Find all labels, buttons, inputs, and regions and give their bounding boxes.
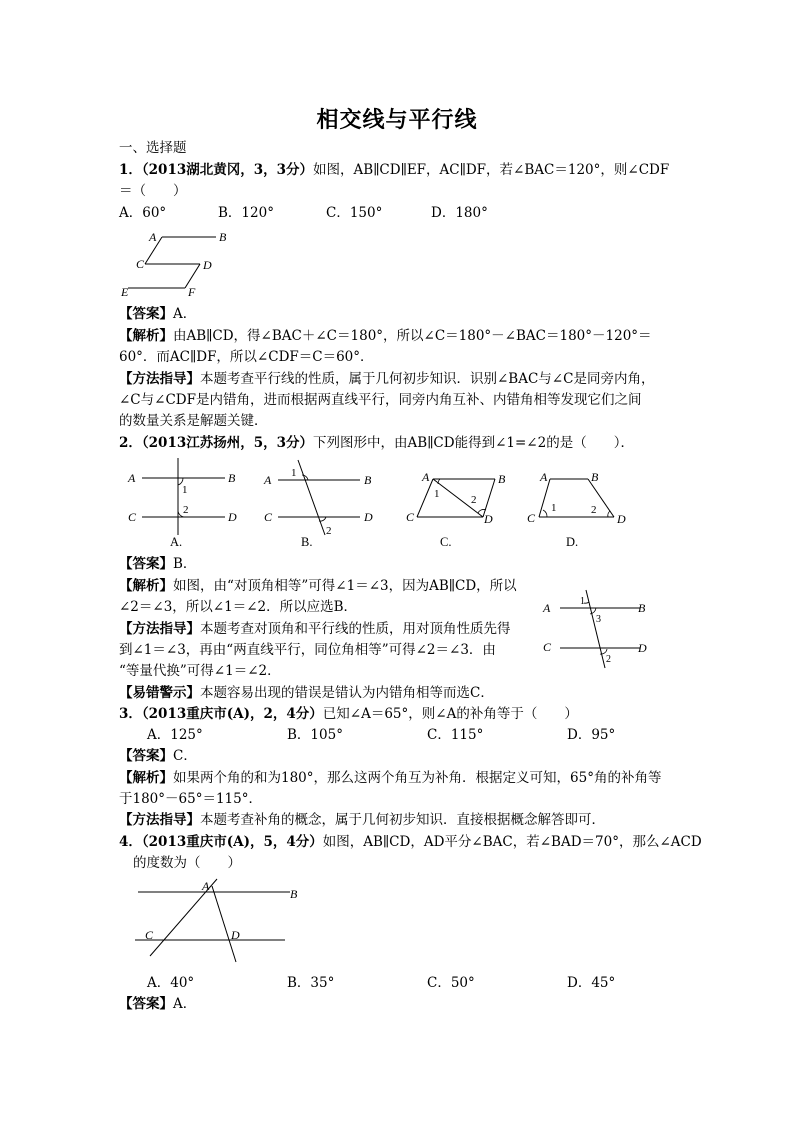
svg-text:C: C <box>264 510 273 524</box>
q2-analysis-cont: ∠2＝∠3，所以∠1＝∠2．所以应选B． <box>119 599 358 615</box>
q2-analysis: 【解析】如图，由“对顶角相等”可得∠1＝∠3，因为AB∥CD，所以 <box>119 578 517 594</box>
svg-text:A: A <box>540 470 548 484</box>
q1-answer: 【答案】A． <box>119 306 197 322</box>
page-title: 相交线与平行线 <box>316 107 478 133</box>
q1-analysis: 【解析】由AB∥CD，得∠BAC＋∠C＝180°，所以∠C＝180°－∠BAC＝180°－120°＝ <box>119 328 652 344</box>
q2-caption-b: B. <box>301 535 313 549</box>
svg-text:3: 3 <box>596 614 601 625</box>
question-1-stem: 1．（2013湖北黄冈，3，3分）如图，AB∥CD∥EF，AC∥DF，若∠BAC＝120°，则∠CDF <box>119 162 670 178</box>
svg-text:2: 2 <box>591 504 597 516</box>
label-a: A <box>149 230 157 244</box>
svg-text:1: 1 <box>580 596 585 607</box>
q2-warning: 【易错警示】本题容易出现的错误是错认为内错角相等而选C． <box>119 685 494 701</box>
q1-method-cont-1: ∠C与∠CDF是内错角，进而根据两直线平行，同旁内角互补、内错角相等发现它们之间 <box>119 392 642 408</box>
q2-side-figure <box>540 588 680 670</box>
q1-option-c: C．150° <box>326 205 383 221</box>
svg-text:B: B <box>591 470 599 484</box>
svg-text:B: B <box>228 471 236 485</box>
question-2-stem: 2．（2013江苏扬州，5，3分）下列图形中，由AB∥CD能得到∠1=∠2的是（ ）． <box>119 435 634 451</box>
q1-option-a: A．60° <box>119 205 167 221</box>
question-1-stem-cont: ＝（ ） <box>119 183 187 199</box>
q2-answer: 【答案】B． <box>119 556 197 572</box>
q3-method: 【方法指导】本题考查补角的概念，属于几何初步知识．直接根据概念解答即可． <box>119 812 605 828</box>
svg-text:A: A <box>422 470 430 484</box>
q1-option-b: B．120° <box>218 205 274 221</box>
q4-option-d: D．45° <box>567 975 616 991</box>
label-f: F <box>188 285 196 299</box>
q2-method: 【方法指导】本题考查对顶角和平行线的性质，用对顶角性质先得 <box>119 621 511 637</box>
svg-text:A: A <box>264 473 272 487</box>
q3-option-d: D．95° <box>567 727 616 743</box>
svg-text:C: C <box>145 928 154 942</box>
q3-option-c: C．115° <box>427 727 484 743</box>
q3-option-a: A．125° <box>147 727 203 743</box>
q4-option-a: A．40° <box>147 975 195 991</box>
svg-text:D: D <box>231 928 240 942</box>
q4-option-c: C．50° <box>427 975 475 991</box>
svg-text:A: A <box>128 471 136 485</box>
svg-text:2: 2 <box>183 504 189 516</box>
question-4-stem: 4．（2013重庆市(A)，5，4分）如图，AB∥CD，AD平分∠BAC，若∠BAD＝70°，那么∠ACD <box>119 834 702 850</box>
svg-text:D: D <box>228 510 237 524</box>
svg-text:1: 1 <box>434 488 440 500</box>
svg-text:A: A <box>202 879 210 893</box>
q4-figure <box>130 876 310 966</box>
svg-text:A: A <box>543 601 551 615</box>
q3-analysis: 【解析】如果两个角的和为180°，那么这两个角互为补角．根据定义可知，65°角的补角等 <box>119 770 662 786</box>
question-4-stem-cont: 的度数为（ ） <box>133 855 241 871</box>
svg-text:B: B <box>290 887 298 901</box>
q2-caption-c: C. <box>440 535 452 549</box>
q4-option-b: B．35° <box>287 975 335 991</box>
label-c: C <box>136 257 145 271</box>
q1-analysis-cont: 60°．而AC∥DF，所以∠CDF＝C＝60°． <box>119 349 374 365</box>
svg-text:D: D <box>364 510 373 524</box>
q2-caption-d: D. <box>566 535 579 549</box>
svg-text:D: D <box>617 512 626 526</box>
q4-answer: 【答案】A． <box>119 996 197 1012</box>
q2-method-cont-1: 到∠1＝∠3，再由“两直线平行，同位角相等”可得∠2＝∠3．由 <box>119 642 496 658</box>
label-b: B <box>219 230 227 244</box>
label-e: E <box>121 285 129 299</box>
svg-text:B: B <box>498 472 506 486</box>
section-heading: 一、选择题 <box>119 140 187 156</box>
question-3-stem: 3．（2013重庆市(A)，2，4分）已知∠A＝65°，则∠A的补角等于（ ） <box>119 706 578 722</box>
q1-figure <box>118 226 238 302</box>
q2-method-cont-2: “等量代换”可得∠1＝∠2． <box>119 663 281 679</box>
q3-option-b: B．105° <box>287 727 343 743</box>
q1-option-d: D．180° <box>431 205 488 221</box>
svg-text:1: 1 <box>182 484 188 496</box>
q3-analysis-cont: 于180°－65°＝115°． <box>119 791 262 807</box>
q2-figures <box>120 455 640 552</box>
svg-text:C: C <box>543 640 552 654</box>
label-d: D <box>203 258 212 272</box>
svg-text:B: B <box>364 473 372 487</box>
svg-text:D: D <box>638 641 647 655</box>
svg-text:2: 2 <box>606 654 611 665</box>
svg-text:C: C <box>406 510 415 524</box>
svg-text:D: D <box>484 512 493 526</box>
svg-text:C: C <box>128 510 137 524</box>
svg-text:1: 1 <box>291 467 297 479</box>
svg-text:1: 1 <box>551 502 557 514</box>
q2-caption-a: A. <box>170 535 183 549</box>
svg-text:2: 2 <box>471 494 477 506</box>
svg-text:B: B <box>638 601 646 615</box>
svg-text:C: C <box>527 511 536 525</box>
q1-method-cont-2: 的数量关系是解题关键． <box>119 413 268 429</box>
svg-text:2: 2 <box>326 525 332 537</box>
q1-method: 【方法指导】本题考查平行线的性质，属于几何初步知识．识别∠BAC与∠C是同旁内角， <box>119 371 655 387</box>
q3-answer: 【答案】C． <box>119 748 197 764</box>
